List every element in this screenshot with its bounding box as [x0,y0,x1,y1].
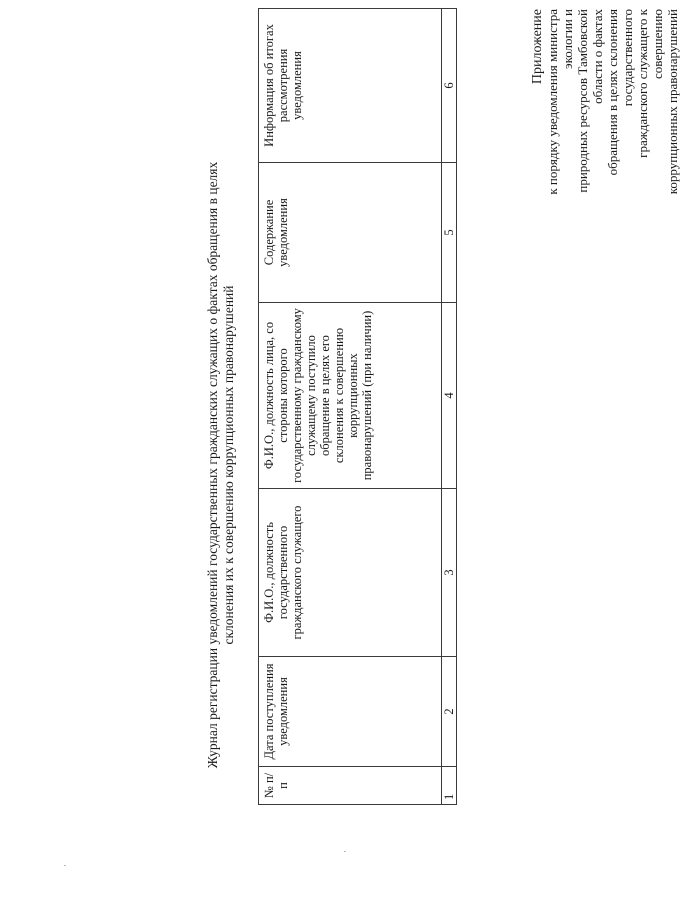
header-cell-number: № п/п [259,767,442,805]
number-cell: 3 [442,489,457,657]
number-cell: 2 [442,657,457,767]
appendix-line: гражданского служащего к совершению [635,9,665,158]
journal-title-line: Журнал регистрации уведомлений государственных гражданских служащих о фактах обращения в целях [205,161,220,769]
table-header-row [259,9,442,805]
scan-speck: · [60,864,70,867]
header-cell-requester: Ф.И.О., должность лица, со стороны которого государственному гражданскому служащему поступило обращение в целях его склонения к совершению коррупционных правонарушений (при наличии) [259,303,442,489]
appendix-line: обращения в целях склонения государственного [605,9,635,176]
header-cell-result: Информация об итогах рассмотрения уведомления [259,9,442,163]
number-cell: 6 [442,9,457,163]
table-number-row [442,9,457,805]
journal-title [205,55,237,875]
appendix-line: коррупционных правонарушений [665,9,680,195]
header-cell-employee: Ф.И.О., должность государственного гражданского служащего [259,489,442,657]
journal-title-line: склонения их к совершению коррупционных правонарушений [221,285,236,645]
appendix-line: к порядку уведомления министра экологии и [545,9,575,195]
number-cell: 5 [442,163,457,303]
journal-table [258,8,457,805]
number-cell: 4 [442,303,457,489]
appendix-block [530,9,680,209]
appendix-heading: Приложение [530,9,545,85]
number-cell: 1 [442,767,457,805]
header-cell-date: Дата поступления уведомления [259,657,442,767]
appendix-line: природных ресурсов Тамбовской области о фактах [575,9,605,193]
header-cell-content: Содержание уведомления [259,163,442,303]
scan-speck: · [340,850,350,853]
